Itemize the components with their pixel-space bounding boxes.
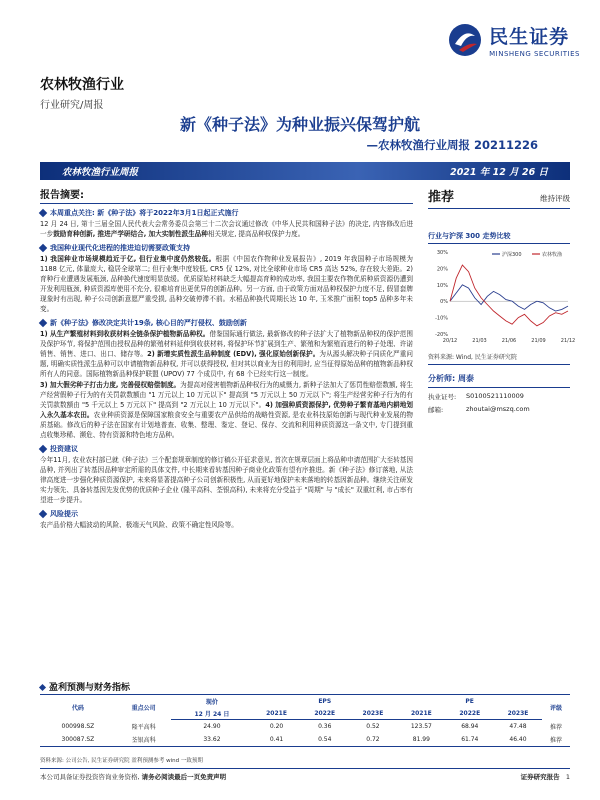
cell-pe: 46.40	[494, 733, 542, 747]
x-tick-label: 21/03	[472, 338, 487, 344]
summary-paragraph: 今年11月, 农业农村部已就《种子法》三个配套规章制度的修订稿公开征求意见, 首次在规章层面上将品种申请范围扩大至转基因品种, 并列出了转基因品种审定所需的具体文件, 中长期来看转基因种子商业化政策有望有序推进。新《种子法》修订落地, 从法律高度进一步强化种质资源保护, 未来将显著提高种子公司创新积极性, 从而更好地保护未来落地的转基因新品种。继续关注研发实力领先、具备转基因先发优势的优质种子企业 (隆平高科、荃银高科), 未来将充分受益于 "周期" 与 "成长" 双重红利, 市占率有望进一步提升。	[40, 456, 413, 504]
x-tick-label: 20/12	[442, 338, 458, 344]
sidebar	[428, 186, 576, 414]
cell-pe: 47.48	[509, 722, 527, 730]
brand-logo-icon	[447, 22, 483, 58]
summary-bullet	[40, 243, 413, 253]
disclaimer-text: 本公司具备证券投资咨询业务资格,	[40, 773, 142, 781]
table-source: 资料来源: 公司公告, 民生证券研究院 盈利预测参考 wind 一致预期	[40, 758, 203, 764]
brand-name-cn: 民生证券	[489, 26, 570, 48]
financial-table	[40, 694, 570, 747]
cell-eps: 0.54	[301, 733, 349, 747]
diamond-bullet-icon	[39, 684, 46, 691]
brand-name-en: MINSHENG SECURITIES	[489, 50, 580, 58]
para-bold: 4) 加强种质资源保护, 优势种子繁育基地内耕地划入永久基本农田。	[40, 401, 413, 419]
y-tick-label: 20%	[436, 266, 448, 273]
col-year: 2022E	[446, 707, 494, 720]
y-tick-label: 0%	[440, 299, 448, 306]
analyst-heading: 分析师: 周泰	[428, 373, 570, 388]
y-tick-label: 10%	[436, 282, 448, 289]
col-eps: EPS	[252, 695, 397, 708]
diamond-bullet-icon	[39, 510, 47, 518]
page-number: 1	[565, 773, 570, 781]
col-rating: 评级	[542, 695, 570, 720]
y-tick-label: -20%	[435, 332, 448, 338]
analyst-key: 邮箱:	[428, 406, 444, 414]
cell-eps: 0.41	[252, 733, 300, 747]
series-line-0	[450, 285, 568, 311]
trend-chart	[428, 246, 576, 346]
analyst-email[interactable]: zhoutai@mszq.com	[466, 405, 530, 413]
summary-paragraph	[40, 380, 413, 440]
summary-bullet	[40, 444, 413, 454]
para-text: 农业种质资源是保障国家粮食安全与重要农产品供给的战略性资源, 是农业科技原始创新与现代种业发展的物质基础。修改后的种子法在国家有计划地普查、收集、整理、鉴定、登记、保存、交流和利用种质资源这一条文中, 专门提到重点收集珍稀、濒危、特有资源和特色地方品种。	[40, 411, 413, 439]
para-bold: 1) 我国种业市场规模趋近于亿, 但行业集中度仍然较低。	[40, 255, 216, 263]
cell-rating: 推荐	[542, 733, 570, 747]
cell-pe: 123.57	[410, 722, 432, 730]
para-text: 根据《中国农作物种业发展报告》, 2019 年我国种子市场规模为 1188 亿元, 体量庞大, 稳居全球第二; 但行业集中度较低, CR5 仅 12%, 对比全球种业市场 CR5 高达 52%, 存在较大差距。2) 育种行业遭遇发展瓶颈, 品种换代速度明显放缓。优质原始材料缺乏大幅提高育种的成功率, 我国主要农作物优质种质资源仍遭到开发利用瓶颈, 种质资源库使用不充分, 很难培育出更优异的创新品种。另一方面, 由于政策方面对品种权保护力度不足, 假冒套牌现象时有出现, 种子公司创新意愿严重受损, 品种交破停滞不前。水稻品种换代周期长达 10 年, 玉米推广面积 top5 品种多年未变。	[40, 255, 413, 313]
col-name: 重点公司	[116, 695, 172, 720]
rating-row	[428, 186, 570, 209]
analyst-license: S0100521110009	[466, 392, 524, 400]
cell-name: 隆平高科	[131, 723, 156, 731]
cell-code: 000998.SZ	[61, 722, 95, 730]
para-bold: 2) 新增实质性派生品种制度 (EDV), 强化原始创新保护。	[147, 350, 320, 358]
col-code: 代码	[40, 695, 116, 720]
report-banner	[40, 162, 570, 180]
para-text: 为提高对侵害植物新品种权行为的威慑力, 新种子法加大了惩罚性赔偿数额, 将生产经营假种子行为的有关罚款数额由 "1 万元以上 10 万元以下" 提高到 "5 万元以上 50 万元以下"; 将生产经营劣种子行为的有关罚款数额由 "5 千元以上 5 万元以下" 提高到 "2 万元以上 10 万元以下"。	[40, 381, 413, 409]
table-header-row	[40, 695, 570, 708]
table-row	[40, 733, 570, 747]
diamond-bullet-icon	[39, 209, 47, 217]
para-bold: 3) 加大假劣种子打击力度, 完善侵权赔偿制度。	[40, 381, 181, 389]
summary-paragraph	[40, 219, 413, 239]
page-footer	[40, 768, 570, 781]
cell-name: 荃银高科	[116, 733, 172, 747]
para-bold: 1) 从生产繁殖材料到收获材料全链条保护植物新品种权。	[40, 330, 210, 338]
summary-paragraph	[40, 254, 413, 314]
cell-eps: 0.20	[269, 722, 284, 730]
y-tick-label: 30%	[436, 250, 448, 256]
legend-label: 农林牧渔	[542, 252, 563, 258]
summary-bullet	[40, 208, 413, 218]
diamond-bullet-icon	[39, 244, 47, 252]
para-bold: 鼓励育种创新, 推进产学研结合, 加大实制性派生品种	[53, 230, 208, 238]
rating-value: 维持评级	[540, 194, 570, 203]
banner-date: 2021 年 12 月 26 日	[450, 167, 548, 178]
industry-label: 农林牧渔行业	[40, 77, 124, 93]
table-title	[40, 680, 130, 693]
cell-code: 300087.SZ	[40, 733, 116, 747]
cell-price: 33.62	[171, 733, 252, 747]
para-text: 为从源头解决种子同质化严重问题, 明确实质性派生品种可以申请植物新品种权, 并可以获得授权, 但对其以商业为目的利用时, 应当征得原始品种的植物新品种权所有人的同意。国际植物新品种保护联盟 (UPOV) 77 个成员中, 有 68 个已经实行这一制度。	[40, 350, 414, 378]
para-text: 相关规定, 提高品种权保护力度。	[207, 230, 305, 238]
cell-eps: 0.72	[349, 733, 397, 747]
col-year: 2023E	[349, 707, 397, 720]
disclaimer-link[interactable]: 请务必阅读最后一页免责声明	[141, 773, 227, 781]
cell-rating: 推荐	[550, 723, 563, 731]
bullet-title: 新《种子法》修改决定共计19条, 核心目的严打侵权、鼓励创新	[50, 319, 247, 327]
cell-price: 24.90	[203, 722, 221, 730]
x-tick-label: 21/09	[531, 338, 546, 344]
table-row	[40, 720, 570, 733]
analyst-row	[428, 392, 570, 401]
x-tick-label: 21/06	[501, 338, 517, 344]
cell-pe: 81.99	[397, 733, 446, 747]
col-year: 2022E	[301, 707, 349, 720]
table-title-text: 盈利预测与财务指标	[49, 683, 131, 693]
cell-pe: 61.74	[446, 733, 494, 747]
bullet-title: 本周重点关注: 新《种子法》将于2022年3月1日起正式施行	[50, 209, 239, 217]
brand-logo	[447, 22, 580, 58]
cell-pe: 68.94	[461, 722, 479, 730]
trend-chart-svg	[428, 246, 576, 346]
footer-right	[521, 772, 570, 781]
report-title: 新《种子法》为种业振兴保驾护航	[179, 115, 420, 134]
para-text: 12 月 24 日, 第十三届全国人民代表大会常务委员会第三十二次会议通过修改《中华人民共和国种子法》的决定, 内容修改后进一步	[40, 220, 413, 238]
para-text: 借鉴国际通行做法, 最新修改的种子法扩大了植物新品种权的保护范围及保护环节, 将保护范围由授权品种的繁殖材料延伸到收获材料, 将保护环节扩展到生产、繁殖和为繁殖而进行的种子处理、许诺销售、销售、进口、出口、储存等。	[40, 330, 413, 358]
bullet-title: 风险提示	[50, 510, 78, 518]
col-price: 现价	[171, 695, 252, 708]
report-type: 行业研究/周报	[40, 100, 104, 111]
disclaimer	[40, 772, 226, 781]
diamond-bullet-icon	[39, 445, 47, 453]
summary-paragraph	[40, 329, 413, 379]
col-price-date: 12 月 24 日	[171, 707, 252, 720]
legend-label: 沪深300	[502, 252, 522, 258]
report-subtitle: —农林牧渔行业周报 20211226	[366, 138, 538, 152]
analyst-key: 执业证号:	[428, 393, 457, 401]
summary-heading: 报告摘要:	[40, 186, 413, 204]
diamond-bullet-icon	[39, 319, 47, 327]
bullet-title: 投资建议	[50, 445, 78, 453]
cell-eps: 0.36	[318, 722, 332, 730]
y-tick-label: -10%	[435, 315, 448, 322]
summary-bullet	[40, 509, 413, 519]
rating-heading: 推荐	[428, 190, 455, 205]
analyst-row	[428, 405, 570, 414]
series-line-1	[450, 265, 568, 326]
cell-eps: 0.52	[366, 722, 380, 730]
col-pe: PE	[397, 695, 542, 708]
summary-section	[40, 186, 413, 530]
chart-source: 资料来源: Wind, 民生证券研究院	[428, 352, 570, 365]
summary-paragraph: 农产品价格大幅波动的风险、极端天气风险、政策不确定性风险等。	[40, 521, 238, 529]
summary-bullet	[40, 318, 413, 328]
col-year: 2021E	[252, 707, 300, 720]
chart-title: 行业与沪深 300 走势比较	[428, 231, 570, 244]
banner-category: 农林牧渔行业周报	[62, 167, 139, 178]
col-year: 2021E	[397, 707, 446, 720]
bullet-title: 我国种业现代化进程的推进迫切需要政策支持	[50, 244, 190, 252]
footer-label: 证券研究报告	[520, 773, 560, 781]
x-tick-label: 21/12	[560, 338, 576, 344]
col-year: 2023E	[494, 707, 542, 720]
